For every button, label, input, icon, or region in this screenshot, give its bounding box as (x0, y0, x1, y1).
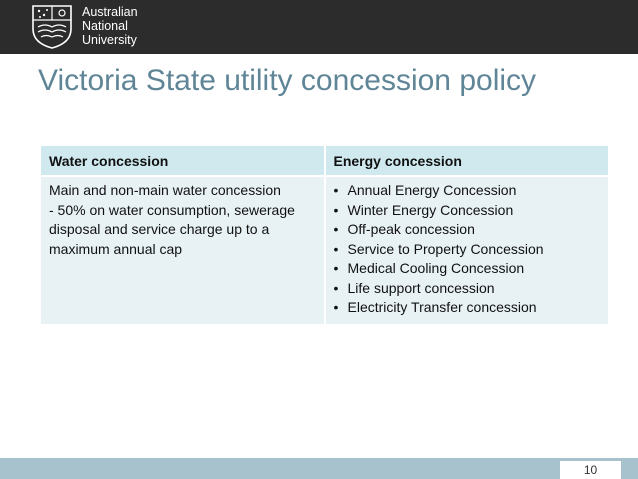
table-header-row (41, 146, 608, 176)
logo-line-1: Australian (82, 5, 138, 19)
table-row (41, 176, 608, 324)
list-item: • Off-peak concession (334, 220, 601, 240)
list-item: • Winter Energy Concession (334, 201, 601, 221)
energy-concession-cell (325, 176, 609, 324)
column-header-water: Water concession (41, 146, 325, 176)
logo-wordmark (82, 5, 138, 47)
header-bar (0, 0, 638, 54)
concession-table (41, 146, 608, 324)
slide-title: Victoria State utility concession policy (38, 64, 537, 97)
list-item: • Life support concession (334, 279, 601, 299)
list-item: • Service to Property Concession (334, 240, 601, 260)
page-number: 10 (560, 461, 621, 479)
energy-concession-list (334, 181, 601, 318)
anu-logo (30, 3, 138, 49)
logo-line-3: University (82, 33, 137, 47)
water-concession-text: Main and non-main water concession - 50% on water consumption, sewerage disposal and service charge up to a maximum annual cap (49, 182, 295, 257)
anu-crest-icon (30, 3, 74, 49)
water-concession-cell (41, 176, 325, 324)
logo-line-2: National (82, 19, 128, 33)
column-header-energy: Energy concession (325, 146, 609, 176)
list-item: • Medical Cooling Concession (334, 259, 601, 279)
list-item: • Annual Energy Concession (334, 181, 601, 201)
list-item: • Electricity Transfer concession (334, 298, 601, 318)
footer-bar (0, 458, 638, 479)
